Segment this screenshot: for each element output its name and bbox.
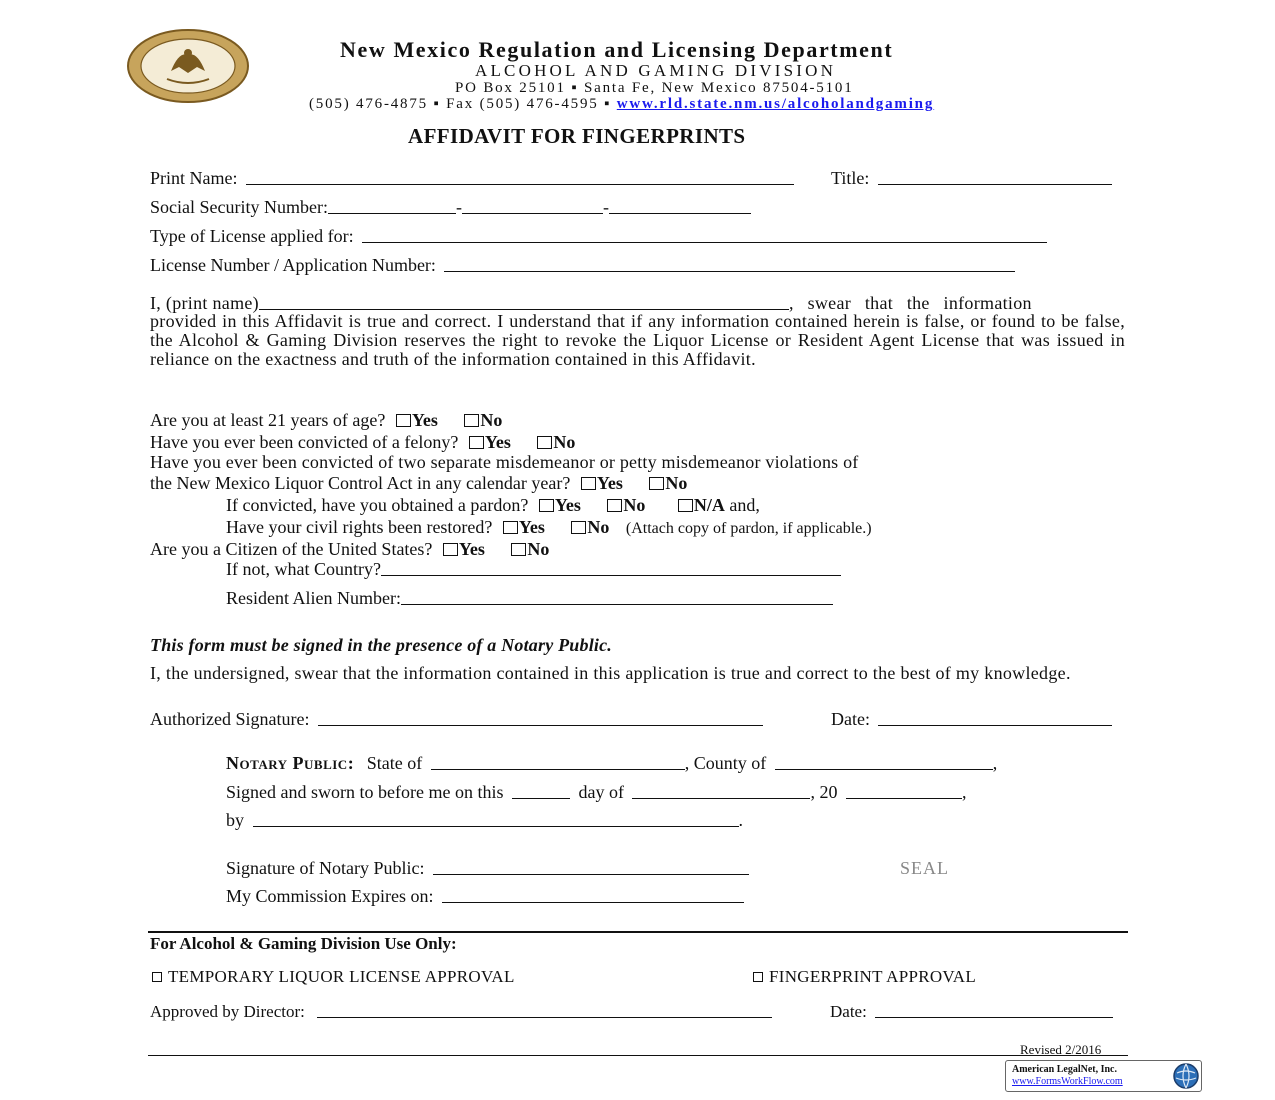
approval-date-field[interactable] xyxy=(875,1016,1113,1018)
signature-date-field[interactable] xyxy=(878,724,1112,726)
license-type-label: Type of License applied for: xyxy=(150,226,354,246)
division-name: ALCOHOL AND GAMING DIVISION xyxy=(475,61,837,80)
print-name-field[interactable] xyxy=(246,183,794,185)
yes-label: Yes xyxy=(596,473,623,493)
question-age-text: Are you at least 21 years of age? xyxy=(150,410,386,430)
seal-placeholder: SEAL xyxy=(900,858,949,878)
no-label: No xyxy=(480,410,503,430)
authorized-signature-label: Authorized Signature: xyxy=(150,709,310,729)
no-label: No xyxy=(665,473,688,493)
pardon-no-checkbox[interactable] xyxy=(607,499,622,512)
globe-icon xyxy=(1171,1061,1201,1091)
age-no-checkbox[interactable] xyxy=(464,414,479,427)
misdemeanor-no-checkbox[interactable] xyxy=(649,477,664,490)
license-type-row xyxy=(150,226,1047,247)
comma: , xyxy=(992,753,998,773)
yes-label: Yes xyxy=(518,517,545,537)
age-yes-checkbox[interactable] xyxy=(396,414,411,427)
and-text: and, xyxy=(729,495,760,515)
affidavit-name-field[interactable] xyxy=(259,308,789,310)
ssn-label: Social Security Number: xyxy=(150,197,328,217)
office-use-heading: For Alcohol & Gaming Division Use Only: xyxy=(150,934,457,953)
notary-signature-label: Signature of Notary Public: xyxy=(226,858,425,878)
question-felony-text: Have you ever been convicted of a felony? xyxy=(150,432,459,452)
signature-date-row xyxy=(831,709,1112,730)
notary-state-row xyxy=(226,753,997,774)
notary-year-field[interactable] xyxy=(846,797,962,799)
website-link[interactable]: www.rld.state.nm.us/alcoholandgaming xyxy=(616,96,935,112)
declaration-text: I, the undersigned, swear that the information contained in this application is true and correct to the best of my knowledge. xyxy=(150,663,1071,683)
title-label: Title: xyxy=(831,168,870,188)
alien-number-row xyxy=(226,588,833,609)
temp-license-option xyxy=(152,967,515,987)
pardon-na-checkbox[interactable] xyxy=(678,499,693,512)
county-label: , County of xyxy=(684,753,767,773)
license-type-field[interactable] xyxy=(362,241,1047,243)
sworn-label: Signed and sworn to before me on this xyxy=(226,782,504,802)
print-name-label: Print Name: xyxy=(150,168,238,188)
notary-notice: This form must be signed in the presence of a Notary Public. xyxy=(150,635,612,655)
day-of-label: day of xyxy=(578,782,624,802)
country-field[interactable] xyxy=(381,574,841,576)
contact-line xyxy=(309,96,934,113)
question-felony xyxy=(150,432,575,453)
title-field[interactable] xyxy=(878,183,1112,185)
license-number-field[interactable] xyxy=(444,270,1015,272)
page-title: AFFIDAVIT FOR FINGERPRINTS xyxy=(408,124,746,148)
fingerprint-label: FINGERPRINT APPROVAL xyxy=(769,967,977,986)
attach-note: (Attach copy of pardon, if applicable.) xyxy=(625,520,872,537)
approved-by-row xyxy=(150,1002,772,1022)
notary-month-field[interactable] xyxy=(632,797,810,799)
notary-day-field[interactable] xyxy=(512,797,570,799)
affidavit-text-first: , swear that the information xyxy=(788,293,1032,313)
alien-number-label: Resident Alien Number: xyxy=(226,588,401,608)
misdemeanor-yes-checkbox[interactable] xyxy=(581,477,596,490)
footer-divider xyxy=(148,1055,1128,1056)
phone-fax: (505) 476-4875 ▪ Fax (505) 476-4595 ▪ xyxy=(309,96,612,112)
notary-signature-row xyxy=(226,858,749,879)
affidavit-text: provided in this Affidavit is true and correct. I understand that if any information contained herein is false, or found to be false, the Alcohol & Gaming Division reserves the right to revoke the Liquor License or Resident Agent License that was issued in reliance on the exactness and truth of the information contained in this Affidavit. xyxy=(150,311,1125,369)
approved-by-label: Approved by Director: xyxy=(150,1002,305,1021)
fingerprint-option xyxy=(753,967,976,987)
commission-row xyxy=(226,886,744,907)
affidavit-lead: I, (print name) xyxy=(150,293,259,313)
question-misdemeanor-line2 xyxy=(150,473,687,494)
citizen-yes-checkbox[interactable] xyxy=(443,543,458,556)
company-badge xyxy=(1005,1060,1202,1092)
civil-rights-yes-checkbox[interactable] xyxy=(503,521,518,534)
na-label: N/A xyxy=(693,495,725,515)
question-misdemeanor-line1: Have you ever been convicted of two separate misdemeanor or petty misdemeanor violations of xyxy=(150,452,859,472)
authorized-signature-field[interactable] xyxy=(318,724,763,726)
approval-date-label: Date: xyxy=(830,1002,867,1021)
ssn-part-3[interactable] xyxy=(609,212,751,214)
pardon-yes-checkbox[interactable] xyxy=(539,499,554,512)
by-label: by xyxy=(226,810,244,830)
address-line: PO Box 25101 ▪ Santa Fe, New Mexico 87504-5101 xyxy=(455,80,854,96)
felony-no-checkbox[interactable] xyxy=(537,436,552,449)
section-divider xyxy=(148,931,1128,933)
notary-sworn-row xyxy=(226,782,966,803)
question-age xyxy=(150,410,502,431)
license-number-label: License Number / Application Number: xyxy=(150,255,436,275)
no-label: No xyxy=(553,432,576,452)
company-url[interactable]: www.FormsWorkFlow.com xyxy=(1012,1076,1123,1087)
title-row xyxy=(831,168,1112,189)
notary-county-field[interactable] xyxy=(775,768,993,770)
print-name-row xyxy=(150,168,794,189)
country-row xyxy=(226,559,841,580)
question-misdemeanor-text: the New Mexico Liquor Control Act in any calendar year? xyxy=(150,473,571,493)
notary-state-field[interactable] xyxy=(431,768,685,770)
authorized-signature-row xyxy=(150,709,763,730)
signature-date-label: Date: xyxy=(831,709,870,729)
org-name: New Mexico Regulation and Licensing Department xyxy=(340,37,894,62)
ssn-row xyxy=(150,197,751,218)
state-label: State of xyxy=(366,753,423,773)
yes-label: Yes xyxy=(411,410,438,430)
state-seal xyxy=(127,29,249,103)
year-prefix: , 20 xyxy=(810,782,838,802)
no-label: No xyxy=(587,517,610,537)
alien-number-field[interactable] xyxy=(401,603,833,605)
notary-heading: Notary Public: xyxy=(226,753,355,773)
ssn-separator: - xyxy=(455,197,462,217)
yes-label: Yes xyxy=(484,432,511,452)
civil-rights-no-checkbox[interactable] xyxy=(571,521,586,534)
period: . xyxy=(738,810,743,830)
company-name: American LegalNet, Inc. xyxy=(1012,1064,1117,1075)
temp-license-label: TEMPORARY LIQUOR LICENSE APPROVAL xyxy=(168,967,515,986)
ssn-part-2[interactable] xyxy=(462,212,603,214)
question-pardon xyxy=(226,495,760,516)
felony-yes-checkbox[interactable] xyxy=(469,436,484,449)
question-civil-rights xyxy=(226,517,872,538)
citizen-no-checkbox[interactable] xyxy=(511,543,526,556)
approved-by-field[interactable] xyxy=(317,1016,772,1018)
ssn-separator: - xyxy=(602,197,609,217)
ssn-part-1[interactable] xyxy=(328,212,456,214)
question-pardon-text: If convicted, have you obtained a pardon? xyxy=(226,495,529,515)
no-label: No xyxy=(623,495,646,515)
commission-field[interactable] xyxy=(442,901,744,903)
revised-date: Revised 2/2016 xyxy=(1020,1042,1102,1057)
approval-date-row xyxy=(830,1002,1113,1022)
yes-label: Yes xyxy=(554,495,581,515)
notary-by-field[interactable] xyxy=(253,825,739,827)
commission-label: My Commission Expires on: xyxy=(226,886,434,906)
fingerprint-checkbox[interactable] xyxy=(753,972,763,982)
temp-license-checkbox[interactable] xyxy=(152,972,162,982)
question-citizen xyxy=(150,539,549,560)
question-civil-rights-text: Have your civil rights been restored? xyxy=(226,517,493,537)
notary-signature-field[interactable] xyxy=(433,873,749,875)
comma: , xyxy=(961,782,967,802)
no-label: No xyxy=(527,539,550,559)
yes-label: Yes xyxy=(458,539,485,559)
question-citizen-text: Are you a Citizen of the United States? xyxy=(150,539,433,559)
license-number-row xyxy=(150,255,1015,276)
notary-by-row xyxy=(226,810,743,831)
country-label: If not, what Country? xyxy=(226,559,381,579)
